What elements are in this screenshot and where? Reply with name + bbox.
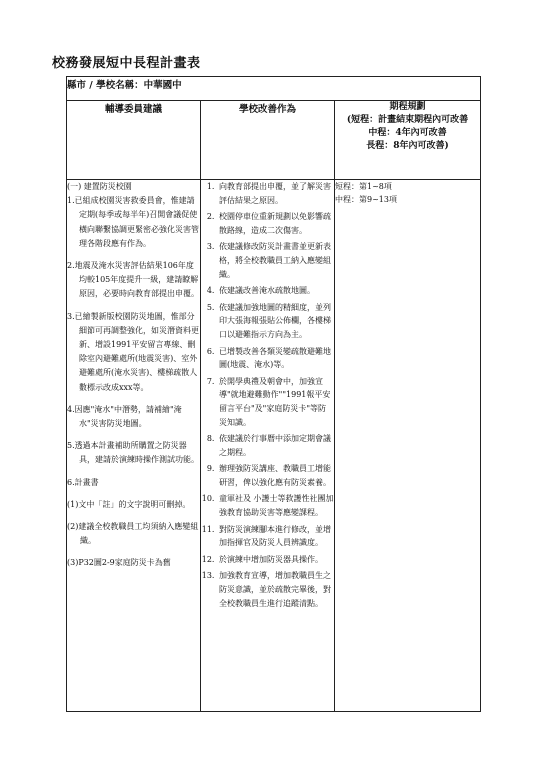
header-row [67, 101, 481, 180]
advice-item-2: 2.地震及淹水災害評估結果106年度均較105年度提升一級，建請瞭解原因，必要時向教育部提出申覆。 [67, 261, 199, 299]
header-schedule-long: 長程：8年內可改善) [366, 141, 449, 151]
schedule-mid: 中程：第9~13項 [335, 195, 397, 204]
advice-heading: (一) 建置防災校園 [67, 182, 132, 191]
action-item: 11. 對防災演練腳本進行修改，並增加指揮官及防災人員辨識度。 [217, 523, 334, 550]
header-schedule-short: (短程：計畫結束期程內可改善 [346, 115, 469, 125]
action-item: 4. 依建議改善淹水疏散地圖。 [217, 284, 334, 298]
advice-item-1: 1.已組成校園災害救委員會，惟建請定期(每季或每半年)召開會議促使橫向聯繫協調更緊密必強化災害管理各階段應有作為。 [67, 196, 199, 248]
advice-item-3: 3.已繪製新版校園防災地圖，惟部分細節可再調整強化，如災潛資料更新、增設1991平安留言專線、刪除室內避難處所(地震災害)、室外避難處所(淹水災害)、樓梯疏散人數標示改成xxx等。 [67, 311, 199, 392]
document-title: 校務發展短中長程計畫表 [52, 56, 201, 71]
advice-subitem-1: (1)文中「註」的文字說明可刪掉。 [67, 499, 191, 509]
advice-item-4: 4.因應"淹水"中潛勢，請補繪"淹水"災害防災地圖。 [67, 404, 182, 429]
header-schedule [335, 101, 481, 180]
school-name-cell: 縣市 / 學校名稱：中華國中 [67, 77, 481, 101]
action-item: 1. 向教育部提出申覆，並了解災害評估結果之原因。 [217, 180, 334, 207]
action-item: 9. 辦理強防災講座、教職員工增能研習，俾以強化應有防災素養。 [217, 462, 334, 489]
content-row [67, 180, 481, 712]
header-actions: 學校改善作為 [201, 101, 335, 180]
action-item: 3. 依建議修改防災計畫書並更新表格，將全校教職員工納入應變組織。 [217, 240, 334, 281]
advice-subitem-3: (3)P32圖2-9家庭防災卡為舊 [67, 558, 171, 568]
header-schedule-mid: 中程：4年內可改善 [368, 128, 447, 138]
action-item: 8. 依建議於行事曆中添加定期會議之期程。 [217, 432, 334, 459]
action-item: 7. 於開學典禮及朝會中，加強宣導"就地避難動作""1991報平安留言平台"及"家庭防災卡"等防災知識。 [217, 375, 334, 429]
action-item: 2. 校園停車位重新規劃以免影響疏散路線，造成二次傷害。 [217, 210, 334, 237]
advice-subitem-2: (2)建議全校教職員工均須納入應變組織。 [67, 522, 199, 546]
actions-cell [201, 180, 335, 712]
actions-list [201, 180, 334, 610]
header-schedule-title: 期程規劃 [389, 102, 426, 112]
school-row [67, 77, 481, 101]
schedule-short: 短程：第1~8項 [335, 182, 392, 191]
action-item: 5. 依建議加強地圖的精細度，並列印大張海報張貼公佈欄，各樓梯口以避難指示方向為主。 [217, 301, 334, 342]
action-item: 12. 於演練中增加防災器具操作。 [217, 553, 334, 567]
plan-table [66, 76, 481, 712]
schedule-cell [335, 180, 481, 712]
action-item: 6. 已增製改善各類災變疏散避難地圖(地震、淹水)等。 [217, 345, 334, 372]
advice-item-6: 6.計畫書 [67, 477, 99, 487]
advice-item-5: 5.透過本計畫補助所購置之防災器具，建請於演練時操作測試功能。 [67, 441, 199, 465]
action-item: 10. 童軍社及 小護士等救護性社團加強教育協助災害等應變課程。 [217, 492, 334, 519]
advice-cell [67, 180, 201, 712]
header-advice: 輔導委員建議 [67, 101, 201, 180]
action-item: 13. 加強教育宣導，增加教職員生之防災意識，並於疏散完畢後，對全校教職員生進行追蹤清點。 [217, 569, 334, 610]
